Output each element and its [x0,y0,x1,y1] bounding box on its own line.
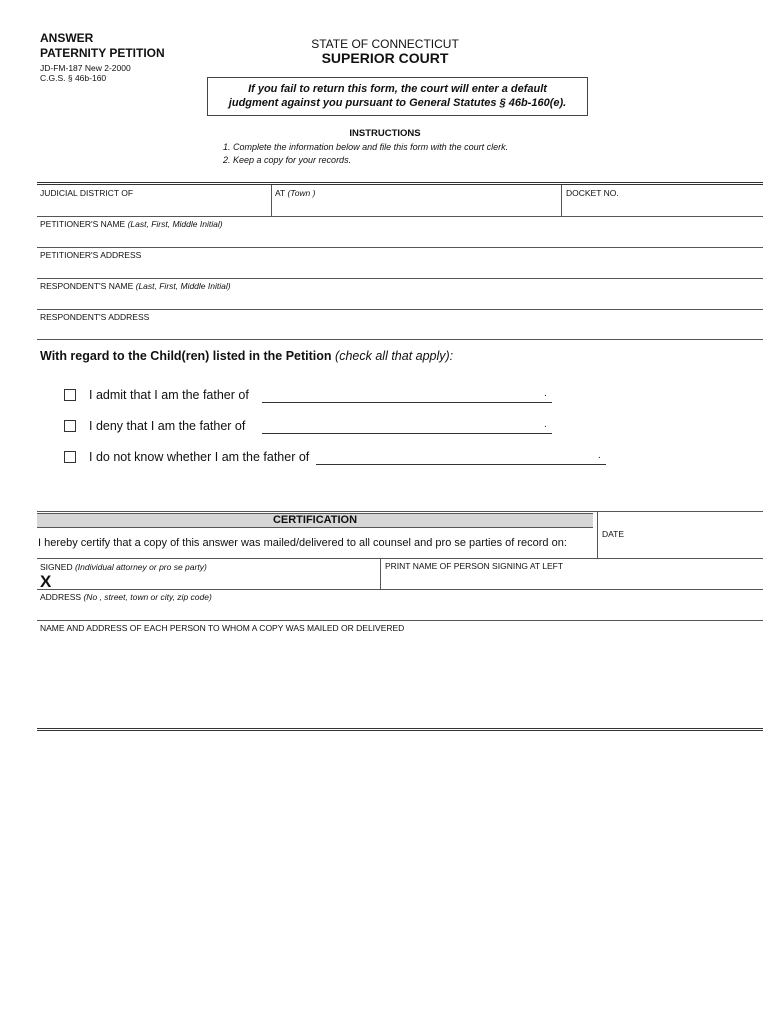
field-line [37,558,763,559]
court-name: SUPERIOR COURT [321,50,449,66]
children-heading-text: With regard to the Child(ren) listed in the Petition [40,349,332,363]
field-line [37,278,763,279]
field-line [37,309,763,310]
address-text: ADDRESS [40,592,82,602]
deny-father-option [64,419,245,433]
unknown-period: . [598,450,601,461]
section-divider [37,182,763,185]
field-line [37,247,763,248]
admit-label: I admit that I am the father of [89,388,249,402]
signed-text: SIGNED [40,562,73,572]
form-number: JD-FM-187 New 2-2000 [40,63,131,73]
admit-father-option [64,388,249,402]
field-line [37,620,763,621]
signature-x-mark: X [40,572,52,591]
warning-line1: If you fail to return this form, the court will enter a default [248,83,547,95]
respondent-name-text: RESPONDENT'S NAME [40,281,134,291]
respondent-name-label [40,281,231,291]
address-hint: (No , street, town or city, zip code) [83,592,212,602]
warning-line2: judgment against you pursuant to General Statutes § 46b-160(e). [228,97,567,109]
instructions-list [223,141,508,167]
unknown-checkbox[interactable] [64,451,76,463]
form-meta [40,63,131,83]
unknown-label: I do not know whether I am the father of [89,450,310,464]
form-title-line2: PATERNITY PETITION [40,46,165,60]
mailed-to-label: NAME AND ADDRESS OF EACH PERSON TO WHOM A COPY WAS MAILED OR DELIVERED [40,623,405,633]
field-divider [271,185,272,217]
certification-title: CERTIFICATION [37,513,593,528]
deny-child-name-field[interactable] [262,419,552,434]
petitioner-name-hint: (Last, First, Middle Initial) [127,219,223,229]
certification-statement: I hereby certify that a copy of this answer was mailed/delivered to all counsel and pro se parties of record on: [38,537,567,549]
field-line [37,339,763,340]
admit-period: . [544,388,547,399]
instruction-item-2: 2. Keep a copy for your records. [223,155,352,165]
field-line [37,216,763,217]
default-judgment-warning [207,77,588,116]
signed-label [40,562,207,572]
field-divider [561,185,562,217]
at-town-hint: (Town ) [287,188,316,198]
statute-reference: C.G.S. § 46b-160 [40,73,107,83]
judicial-district-label: JUDICIAL DISTRICT OF [40,188,134,198]
unknown-father-option [64,450,309,464]
form-title-line1: ANSWER [40,31,94,45]
print-name-label: PRINT NAME OF PERSON SIGNING AT LEFT [385,561,564,571]
field-divider [380,558,381,589]
at-label: AT [275,188,286,198]
field-line [37,589,763,590]
form-bottom-rule [37,728,763,731]
date-label: DATE [602,529,625,539]
signed-hint: (Individual attorney or pro se party) [74,562,207,572]
deny-label: I deny that I am the father of [89,419,246,433]
at-town-label [275,188,315,198]
admit-child-name-field[interactable] [262,388,552,403]
deny-checkbox[interactable] [64,420,76,432]
address-label [40,592,212,602]
petitioner-name-text: PETITIONER'S NAME [40,219,126,229]
admit-checkbox[interactable] [64,389,76,401]
docket-number-label: DOCKET NO. [566,188,619,198]
children-heading [40,349,453,363]
certification-top-line [37,511,763,512]
state-name: STATE OF CONNECTICUT [311,37,459,51]
petitioner-name-label [40,219,223,229]
form-title [40,31,165,61]
respondent-name-hint: (Last, First, Middle Initial) [135,281,231,291]
unknown-child-name-field[interactable] [316,450,606,465]
deny-period: . [544,419,547,430]
respondent-address-label: RESPONDENT'S ADDRESS [40,312,150,322]
children-heading-hint: (check all that apply): [335,349,454,363]
petitioner-address-label: PETITIONER'S ADDRESS [40,250,142,260]
instructions-title: INSTRUCTIONS [349,128,421,139]
instruction-item-1: 1. Complete the information below and file this form with the court clerk. [223,142,509,152]
field-divider [597,511,598,558]
